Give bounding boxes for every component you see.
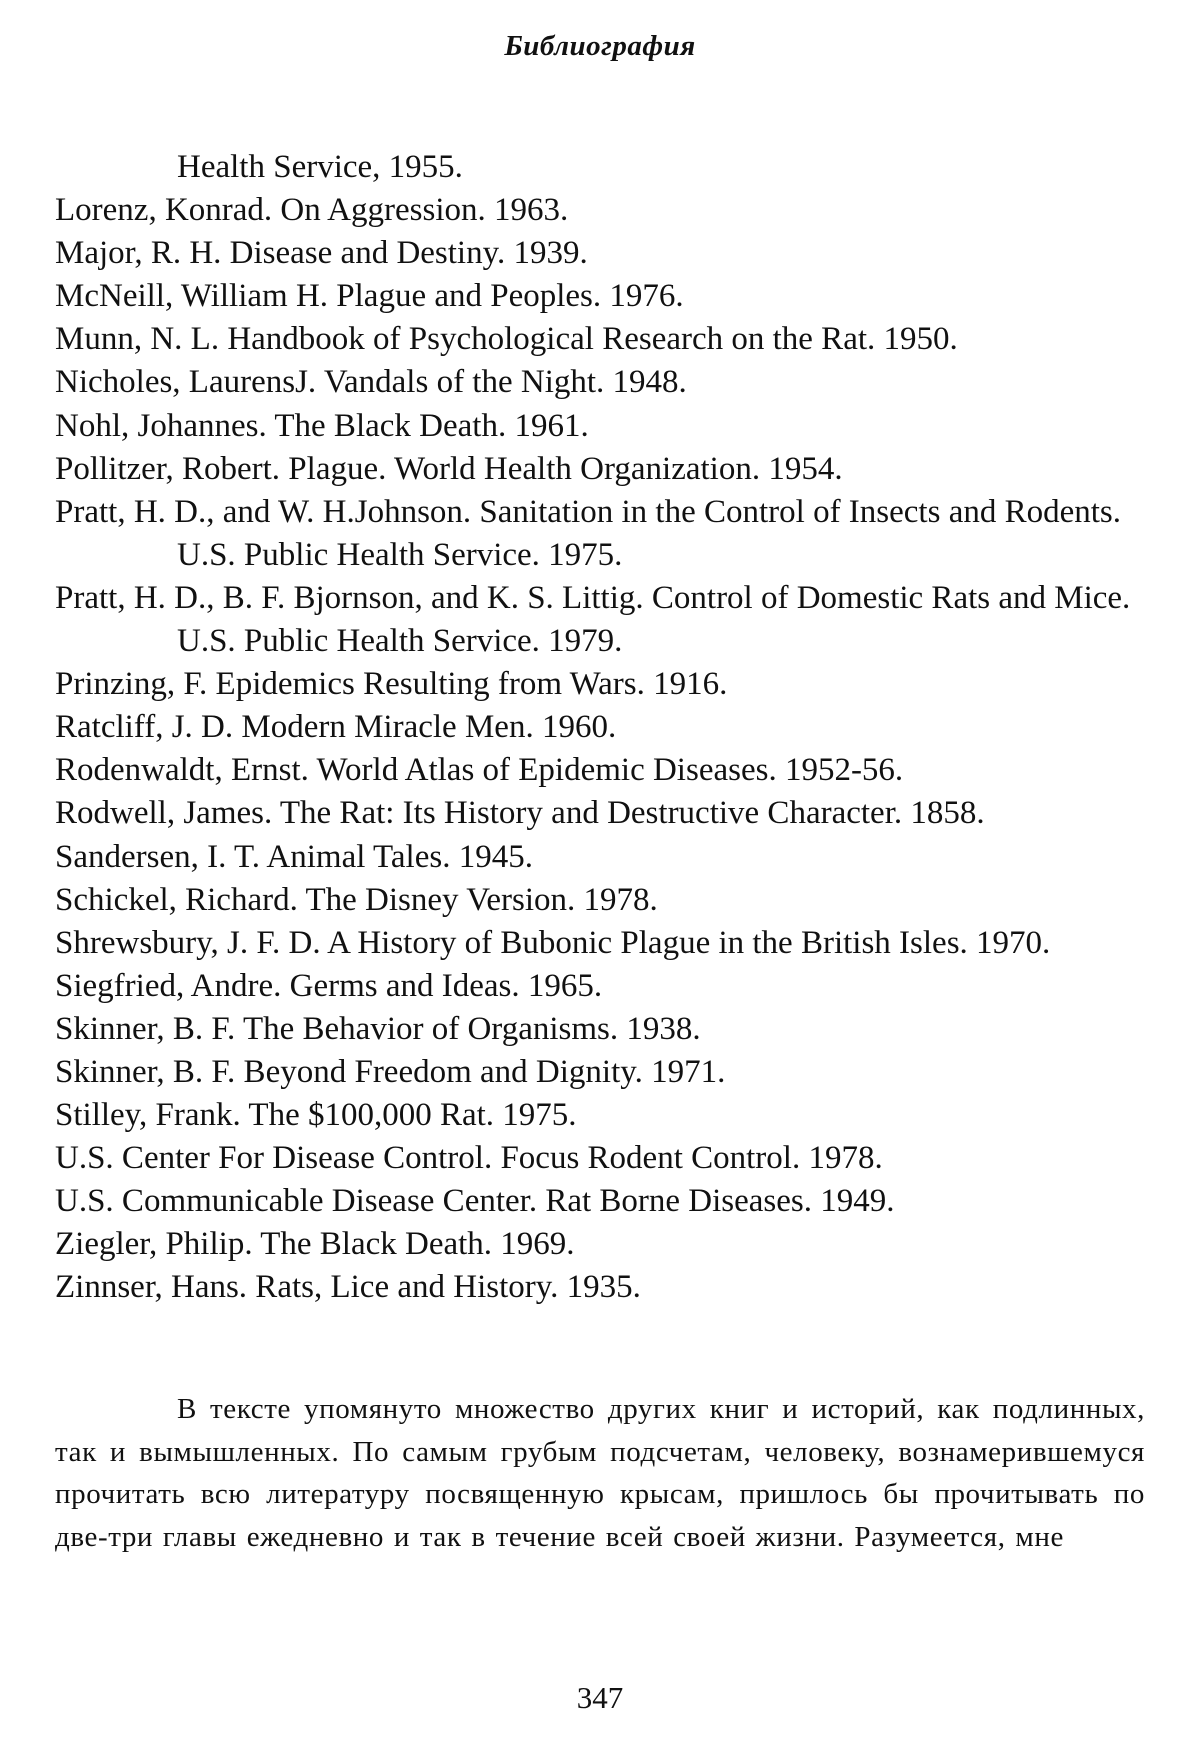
bibliography-entry: Nicholes, LaurensJ. Vandals of the Night. 1948. — [55, 364, 687, 401]
bibliography-entry: Skinner, B. F. Beyond Freedom and Dignity. 1971. — [55, 1053, 726, 1090]
bibliography-entry: Zinnser, Hans. Rats, Lice and History. 1935. — [55, 1269, 641, 1306]
bibliography-entry: Rodwell, James. The Rat: Its History and Destructive Character. 1858. — [55, 795, 985, 832]
running-head: Библиография — [504, 30, 696, 62]
bibliography-entry: Nohl, Johannes. The Black Death. 1961. — [55, 407, 589, 444]
bibliography-entry: Shrewsbury, J. F. D. A History of Bubonic Plague in the British Isles. 1970. — [55, 924, 1051, 961]
bibliography-entry: U.S. Communicable Disease Center. Rat Borne Diseases. 1949. — [55, 1183, 895, 1220]
body-paragraph: В тексте упомянуто множество других книг и историй, как подлинных, так и вымышленных. По самым грубым подсчетам, человеку, вознамерившемуся прочитать всю литературу посвященную крысам, пришлось бы прочитывать по две-три главы ежедневно и так в течение всей своей жизни. Разумеется, мне — [55, 1393, 1145, 1553]
bibliography-entry: Health Service, 1955. — [177, 149, 463, 185]
bibliography-entry: U.S. Center For Disease Control. Focus Rodent Control. 1978. — [55, 1140, 883, 1177]
bibliography-entry: Ziegler, Philip. The Black Death. 1969. — [55, 1226, 575, 1263]
bibliography-entry: Lorenz, Konrad. On Aggression. 1963. — [55, 192, 569, 229]
bibliography-list — [55, 146, 1145, 1310]
bibliography-entry: Pollitzer, Robert. Plague. World Health Organization. 1954. — [55, 450, 843, 487]
bibliography-entry: Munn, N. L. Handbook of Psychological Research on the Rat. 1950. — [55, 321, 958, 358]
bibliography-entry: Sandersen, I. T. Animal Tales. 1945. — [55, 838, 533, 875]
page-number: 347 — [576, 1680, 624, 1715]
bibliography-entry: Stilley, Frank. The $100,000 Rat. 1975. — [55, 1097, 577, 1134]
bibliography-entry: Pratt, H. D., B. F. Bjornson, and K. S. Littig. Control of Domestic Rats and Mice. U.S. Public Health Service. 1979. — [55, 579, 1131, 660]
bibliography-entry: Schickel, Richard. The Disney Version. 1978. — [55, 881, 658, 918]
bibliography-entry: Pratt, H. D., and W. H.Johnson. Sanitation in the Control of Insects and Rodents. U.S. Public Health Service. 1975. — [55, 493, 1122, 573]
bibliography-entry: Major, R. H. Disease and Destiny. 1939. — [55, 235, 588, 272]
bibliography-entry: Prinzing, F. Epidemics Resulting from Wars. 1916. — [55, 666, 728, 703]
bibliography-entry: Rodenwaldt, Ernst. World Atlas of Epidemic Diseases. 1952-56. — [55, 752, 904, 789]
bibliography-entry: McNeill, William H. Plague and Peoples. 1976. — [55, 278, 684, 315]
bibliography-entry: Ratcliff, J. D. Modern Miracle Men. 1960. — [55, 709, 617, 746]
bibliography-entry: Skinner, B. F. The Behavior of Organisms. 1938. — [55, 1010, 701, 1047]
bibliography-entry: Siegfried, Andre. Germs and Ideas. 1965. — [55, 967, 603, 1004]
